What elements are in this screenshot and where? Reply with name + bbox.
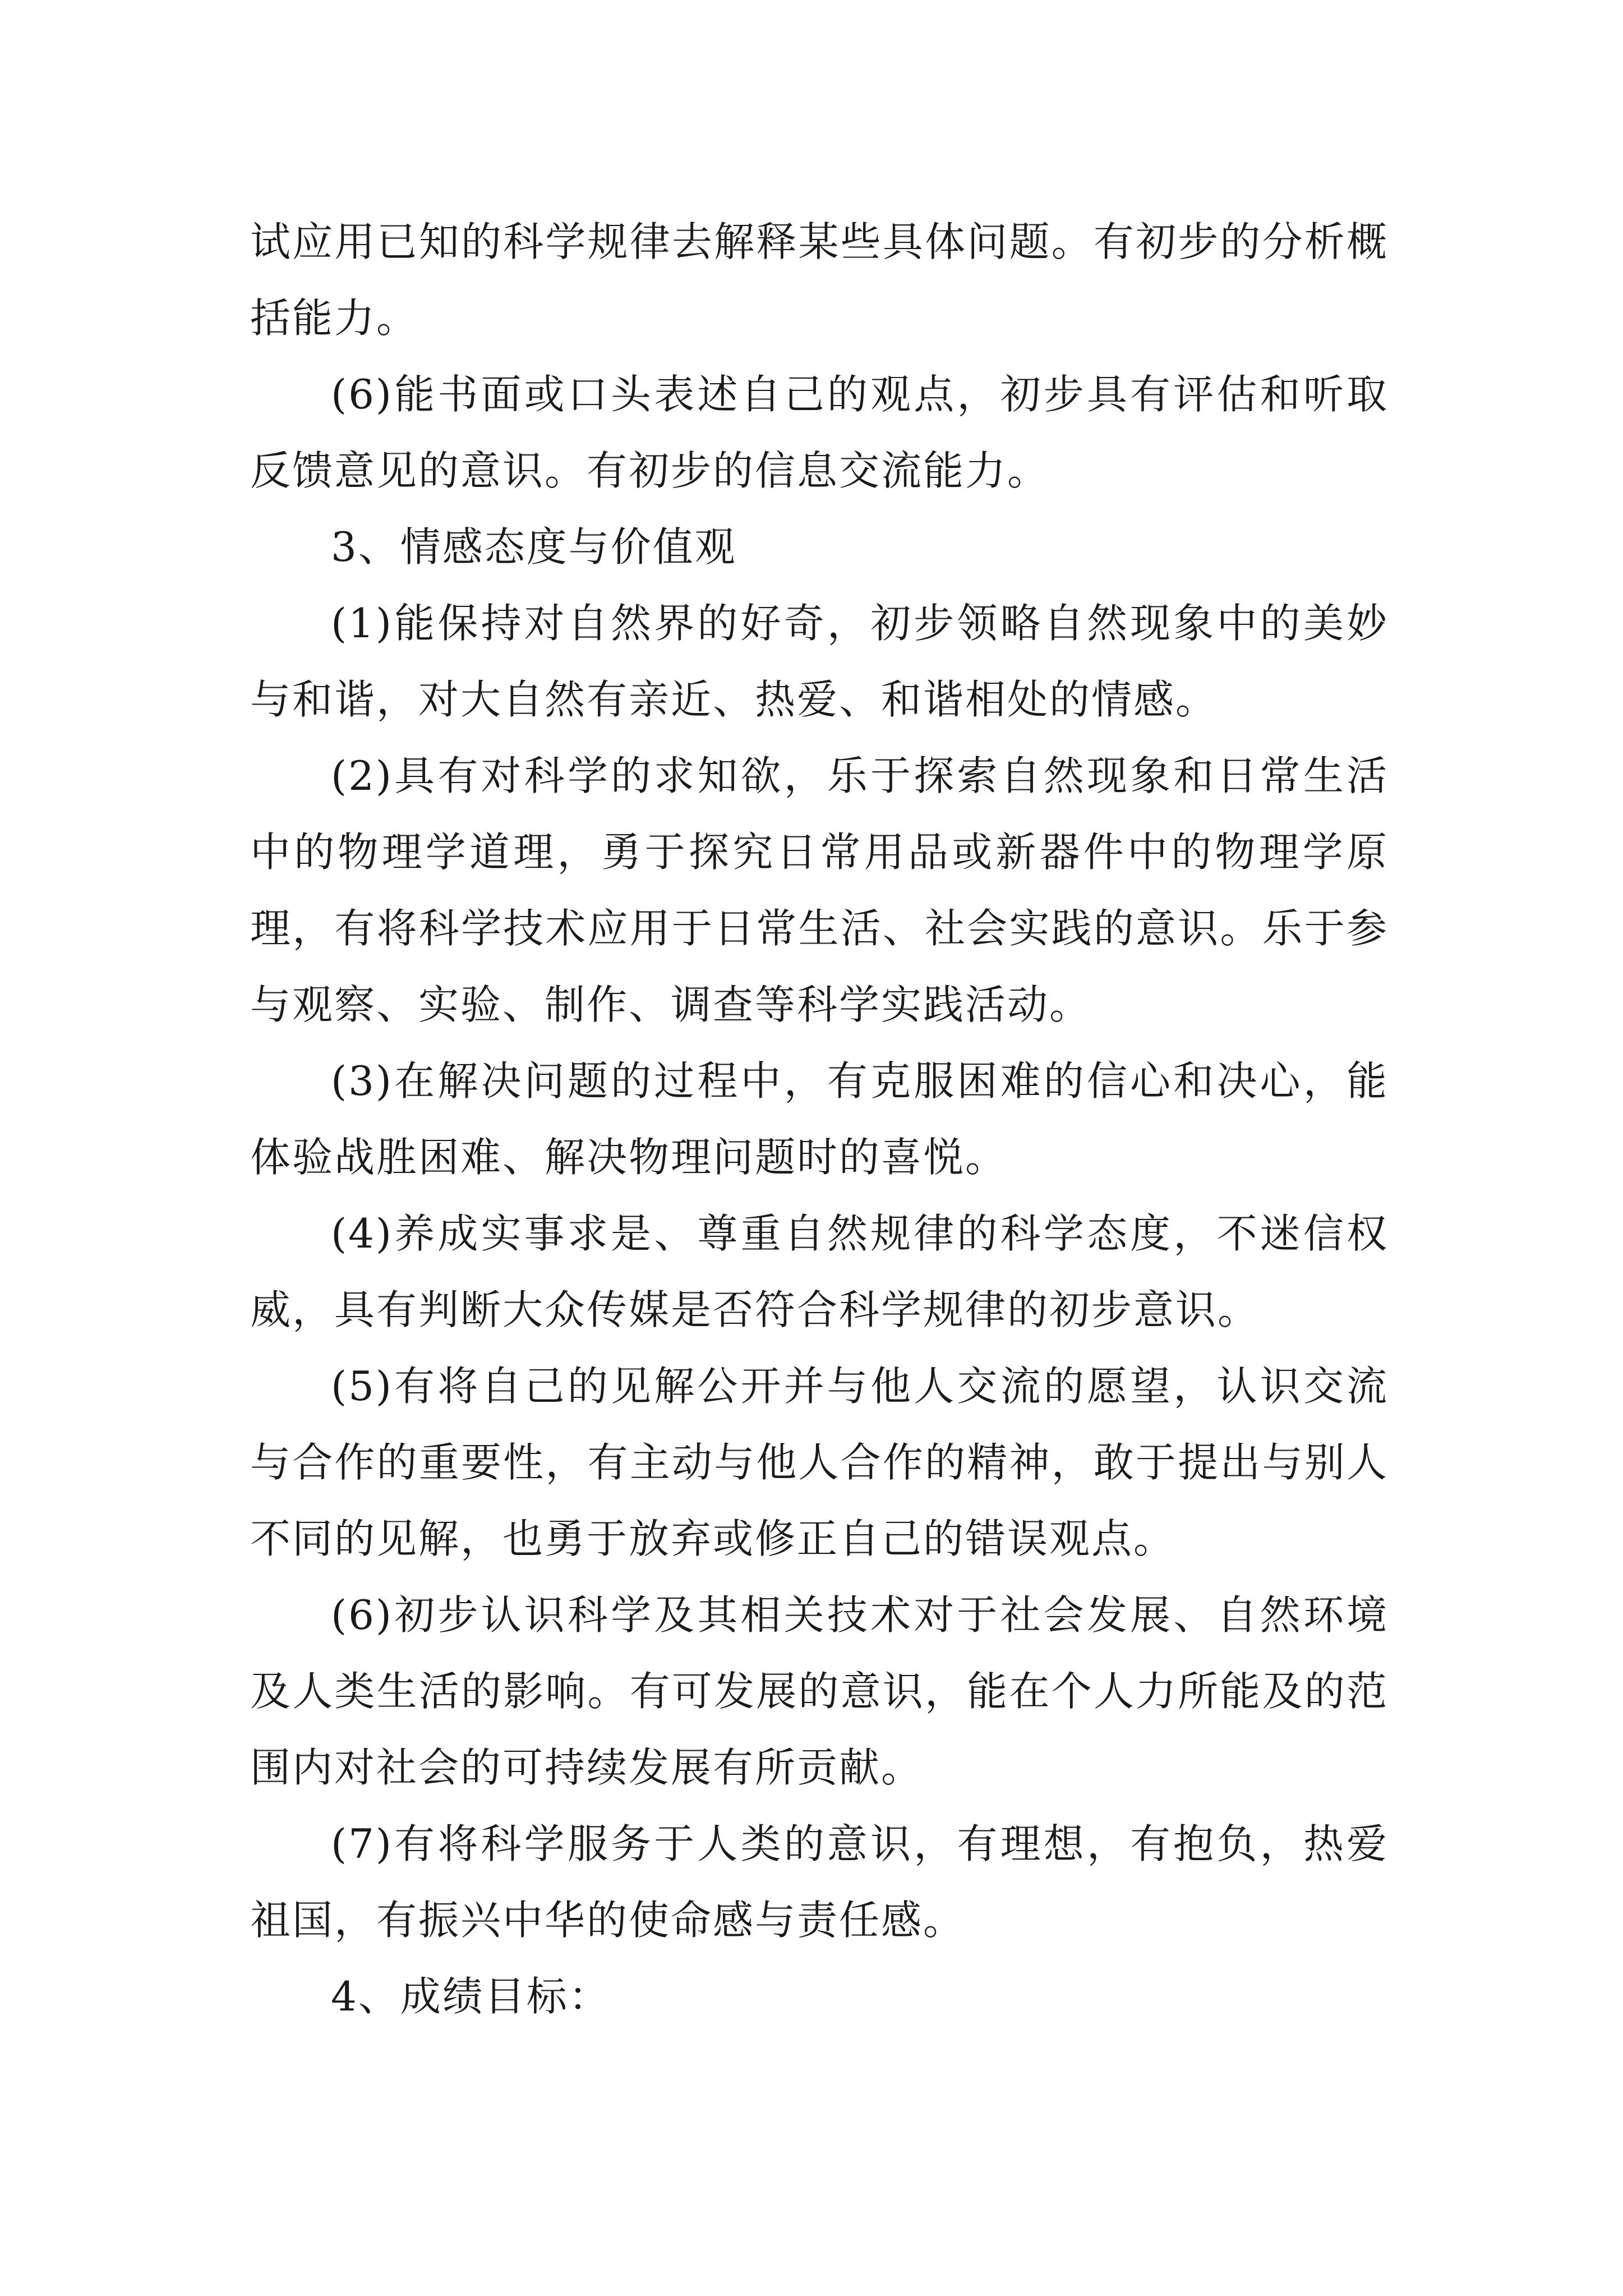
paragraph-item-7: (7)有将科学服务于人类的意识，有理想，有抱负，热爱祖国，有振兴中华的使命感与责任感。: [250, 1820, 1389, 1944]
paragraph-item-4: (4)养成实事求是、尊重自然规律的科学态度，不迷信权威，具有判断大众传媒是否符合科学规律的初步意识。: [250, 1210, 1389, 1333]
section-heading-4: 4、成绩目标：: [331, 1973, 611, 2020]
paragraph-item-6-communication: (6)能书面或口头表述自己的观点，初步具有评估和听取反馈意见的意识。有初步的信息交流能力。: [250, 371, 1389, 494]
section-heading-3: 3、情感态度与价值观: [331, 523, 737, 570]
paragraph-item-6-society: (6)初步认识科学及其相关技术对于社会发展、自然环境及人类生活的影响。有可发展的意识，能在个人力所能及的范围内对社会的可持续发展有所贡献。: [250, 1591, 1389, 1791]
paragraph-continued: 试应用已知的科学规律去解释某些具体问题。有初步的分析概括能力。: [250, 218, 1389, 342]
paragraph-item-3: (3)在解决问题的过程中，有克服困难的信心和决心，能体验战胜困难、解决物理问题时的喜悦。: [250, 1057, 1389, 1181]
document-body: [250, 204, 1389, 2035]
paragraph-item-1: (1)能保持对自然界的好奇，初步领略自然现象中的美妙与和谐，对大自然有亲近、热爱、和谐相处的情感。: [250, 600, 1389, 723]
paragraph-item-2: (2)具有对科学的求知欲，乐于探索自然现象和日常生活中的物理学道理，勇于探究日常用品或新器件中的物理学原理，有将科学技术应用于日常生活、社会实践的意识。乐于参与观察、实验、制作、调查等科学实践活动。: [250, 752, 1389, 1028]
paragraph-item-5: (5)有将自己的见解公开并与他人交流的愿望，认识交流与合作的重要性，有主动与他人合作的精神，敢于提出与别人不同的见解，也勇于放弃或修正自己的错误观点。: [250, 1363, 1389, 1562]
